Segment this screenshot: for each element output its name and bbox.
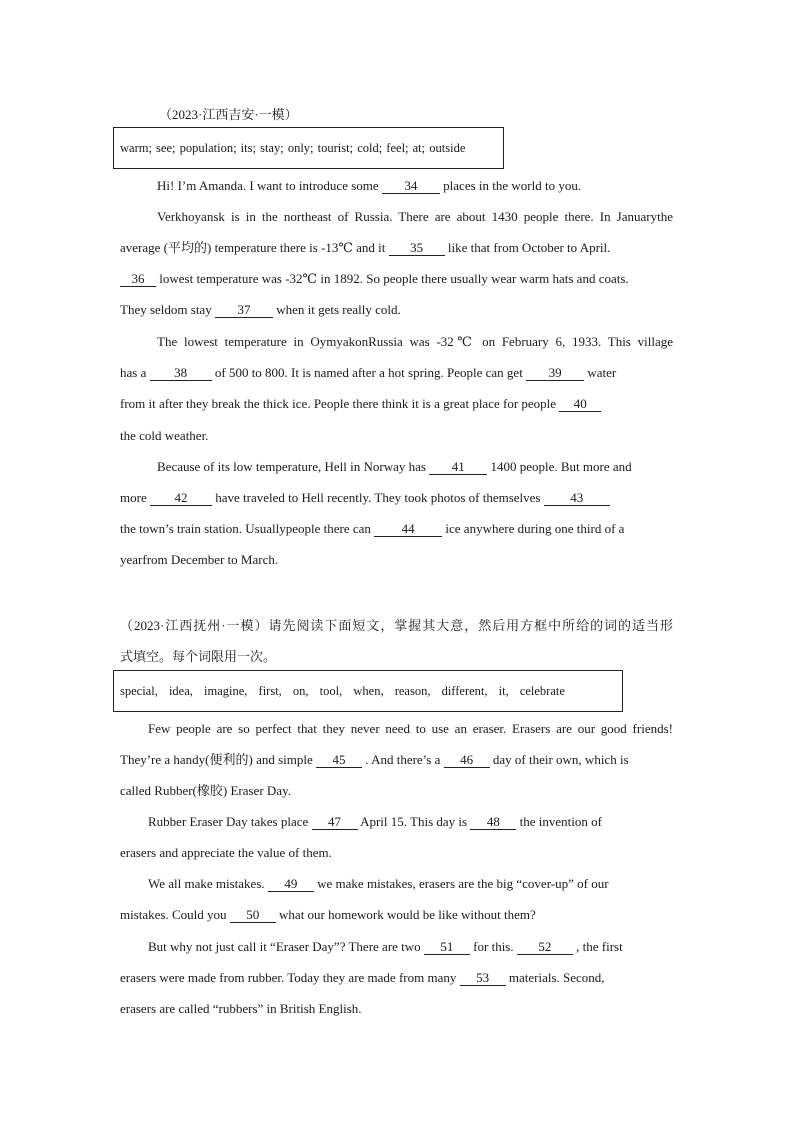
- passage1-line-5: [120, 300, 401, 320]
- passage1-line-7: [120, 363, 673, 383]
- passage2-line-10: erasers are called “rubbers” in British English.: [120, 1001, 362, 1016]
- text: day of their own, which is: [492, 752, 629, 767]
- text: Because of its low temperature, Hell in Norway has: [157, 459, 426, 474]
- blank-43[interactable]: 43: [544, 490, 610, 506]
- text: erasers were made from rubber. Today they are made from many: [120, 970, 457, 985]
- blank-40[interactable]: 40: [559, 396, 601, 412]
- blank-37[interactable]: 37: [215, 302, 273, 318]
- passage1-line-9: the cold weather.: [120, 428, 209, 443]
- text: what our homework would be like without them?: [279, 907, 536, 922]
- text: They’re a handy(便利的) and simple: [120, 752, 313, 767]
- text: the invention of: [519, 814, 602, 829]
- text: lowest temperature was -32℃ in 1892. So people there usually wear warm hats and coats.: [159, 271, 629, 286]
- text: have traveled to Hell recently. They took photos of themselves: [215, 490, 541, 505]
- blank-44[interactable]: 44: [374, 521, 442, 537]
- blank-38[interactable]: 38: [150, 365, 212, 381]
- passage2-line-9: [120, 968, 605, 988]
- blank-39[interactable]: 39: [526, 365, 584, 381]
- text: has a: [120, 365, 147, 380]
- blank-53[interactable]: 53: [460, 970, 506, 986]
- text: Hi! I’m Amanda. I want to introduce some: [157, 178, 379, 193]
- passage2-source: （2023·江西抚州·一模）请先阅读下面短文，掌握其大意，然后用方框中所给的词的适当形: [120, 618, 673, 633]
- text: They seldom stay: [120, 302, 212, 317]
- passage2-line-4: [148, 812, 602, 832]
- text: ice anywhere during one third of a: [445, 521, 625, 536]
- passage1-source: （2023·江西吉安·一模）: [159, 107, 298, 122]
- text: April 15. This day is: [360, 814, 468, 829]
- passage1-line-1: [157, 176, 581, 196]
- passage1-line-12: [120, 519, 624, 539]
- passage1-line-6: The lowest temperature in OymyakonRussia was -32℃ on February 6, 1933. This village: [157, 334, 673, 349]
- passage1-line-11: [120, 488, 610, 508]
- text: We all make mistakes.: [148, 876, 265, 891]
- passage2-word-bank: special, idea, imagine, first, on, tool, when, reason, different, it, celebrate: [113, 670, 623, 712]
- text: when it gets really cold.: [276, 302, 401, 317]
- passage2-line-6: [148, 874, 609, 894]
- blank-45[interactable]: 45: [316, 752, 362, 768]
- blank-42[interactable]: 42: [150, 490, 212, 506]
- text: materials. Second,: [508, 970, 605, 985]
- text: the town’s train station. Usuallypeople there can: [120, 521, 371, 536]
- text: , the first: [576, 939, 623, 954]
- text: from it after they break the thick ice. People there think it is a great place for people: [120, 396, 557, 411]
- text: mistakes. Could you: [120, 907, 227, 922]
- passage2-line-2: [120, 750, 629, 770]
- passage1-line-10: [157, 457, 632, 477]
- passage2-line-8: [148, 937, 623, 957]
- passage2-line-3: called Rubber(橡胶) Eraser Day.: [120, 783, 291, 798]
- text: . And there’s a: [365, 752, 441, 767]
- blank-41[interactable]: 41: [429, 459, 487, 475]
- blank-50[interactable]: 50: [230, 907, 276, 923]
- passage2-line-5: erasers and appreciate the value of them.: [120, 845, 332, 860]
- blank-52[interactable]: 52: [517, 939, 573, 955]
- blank-34[interactable]: 34: [382, 178, 440, 194]
- blank-47[interactable]: 47: [312, 814, 358, 830]
- passage1-line-4: [120, 269, 629, 289]
- passage2-source-2: 式填空。每个词限用一次。: [120, 649, 277, 664]
- blank-49[interactable]: 49: [268, 876, 314, 892]
- text: for this.: [473, 939, 514, 954]
- text: Rubber Eraser Day takes place: [148, 814, 309, 829]
- text: places in the world to you.: [443, 178, 582, 193]
- passage1-line-13: yearfrom December to March.: [120, 552, 279, 567]
- passage2-line-1: Few people are so perfect that they never need to use an eraser. Erasers are our good friends!: [148, 721, 673, 736]
- blank-46[interactable]: 46: [444, 752, 490, 768]
- text: But why not just call it “Eraser Day”? There are two: [148, 939, 421, 954]
- blank-48[interactable]: 48: [470, 814, 516, 830]
- passage1-line-3: [120, 238, 610, 258]
- text: more: [120, 490, 147, 505]
- blank-36[interactable]: 36: [120, 271, 156, 287]
- text: average (平均的) temperature there is -13℃ and it: [120, 240, 386, 255]
- passage1-line-8: [120, 394, 601, 414]
- text: of 500 to 800. It is named after a hot spring. People can get: [214, 365, 523, 380]
- passage1-word-bank: warm; see; population; its; stay; only; tourist; cold; feel; at; outside: [113, 127, 504, 169]
- passage1-line-2: Verkhoyansk is in the northeast of Russia. There are about 1430 people there. In Januarythe: [157, 209, 673, 224]
- blank-51[interactable]: 51: [424, 939, 470, 955]
- text: we make mistakes, erasers are the big “cover-up” of our: [317, 876, 609, 891]
- text: 1400 people. But more and: [490, 459, 632, 474]
- blank-35[interactable]: 35: [389, 240, 445, 256]
- text: water: [587, 365, 617, 380]
- passage2-line-7: [120, 905, 536, 925]
- text: like that from October to April.: [447, 240, 611, 255]
